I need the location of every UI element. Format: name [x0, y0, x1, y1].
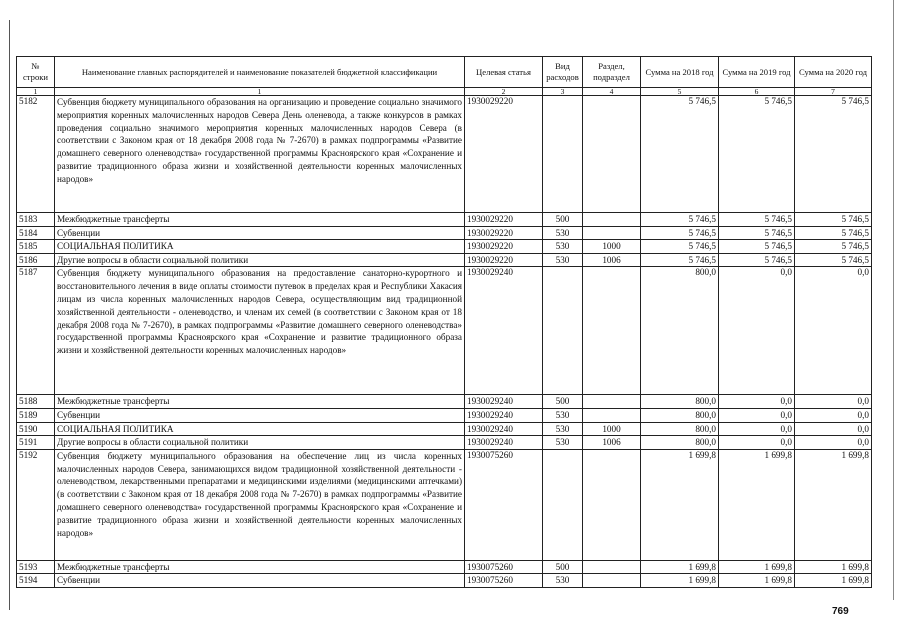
- row-target: 1930029220: [465, 213, 543, 227]
- row-sum-2020: 5 746,5: [795, 253, 872, 267]
- header-sum-2018: Сумма на 2018 год: [641, 57, 719, 88]
- row-sum-2020: 0,0: [795, 395, 872, 409]
- row-type: 530: [543, 422, 583, 436]
- column-number: 6: [719, 88, 795, 96]
- row-sum-2020: 0,0: [795, 267, 872, 395]
- row-name: Межбюджетные трансферты: [55, 395, 465, 409]
- budget-table: [16, 56, 872, 588]
- row-type: 530: [543, 436, 583, 450]
- row-number: 5193: [17, 560, 55, 574]
- row-number: 5187: [17, 267, 55, 395]
- table-row: [17, 213, 872, 227]
- row-name: Межбюджетные трансферты: [55, 560, 465, 574]
- row-sum-2018: 800,0: [641, 422, 719, 436]
- row-section: [583, 574, 641, 588]
- row-type: 500: [543, 560, 583, 574]
- row-number: 5182: [17, 96, 55, 213]
- row-sum-2019: 5 746,5: [719, 226, 795, 240]
- row-sum-2020: 1 699,8: [795, 574, 872, 588]
- row-sum-2019: 1 699,8: [719, 560, 795, 574]
- column-number: 3: [543, 88, 583, 96]
- table-row: [17, 395, 872, 409]
- row-sum-2018: 800,0: [641, 267, 719, 395]
- row-section: [583, 408, 641, 422]
- row-sum-2020: 5 746,5: [795, 96, 872, 213]
- row-sum-2020: 1 699,8: [795, 449, 872, 560]
- header-row-number: № строки: [17, 57, 55, 88]
- row-sum-2019: 0,0: [719, 267, 795, 395]
- row-type: 530: [543, 408, 583, 422]
- header-sum-2019: Сумма на 2019 год: [719, 57, 795, 88]
- table-row: [17, 226, 872, 240]
- row-name: Другие вопросы в области социальной политики: [55, 253, 465, 267]
- row-sum-2018: 1 699,8: [641, 560, 719, 574]
- table-row: [17, 96, 872, 213]
- row-sum-2020: 1 699,8: [795, 560, 872, 574]
- row-target: 1930075260: [465, 574, 543, 588]
- row-sum-2018: 5 746,5: [641, 253, 719, 267]
- row-type: 530: [543, 253, 583, 267]
- row-number: 5186: [17, 253, 55, 267]
- column-number: 1: [17, 88, 55, 96]
- column-number: 5: [641, 88, 719, 96]
- row-name: Субвенции: [55, 408, 465, 422]
- table-row: [17, 436, 872, 450]
- row-target: 1930029240: [465, 436, 543, 450]
- header-expense-type: Вид расходов: [543, 57, 583, 88]
- row-type: [543, 267, 583, 395]
- table-row: [17, 574, 872, 588]
- row-name: Субвенция бюджету муниципального образования на обеспечение лиц из числа коренных малочисленных народов Севера, занимающихся видом традиционной хозяйственной деятельности - оленеводством, лекарственными препаратами и медицинскими изделиями (медицинскими аптечками) (в соответствии с Законом края от 18 декабря 2008 года № 7-2670) в рамках подпрограммы «Развитие домашнего северного оленеводства» государственной программы Красноярского края «Сохранение и развитие традиционного образа жизни и хозяйственной деятельности коренных малочисленных народов»: [55, 449, 465, 560]
- table-row: [17, 408, 872, 422]
- row-sum-2019: 1 699,8: [719, 449, 795, 560]
- row-sum-2019: 0,0: [719, 395, 795, 409]
- row-sum-2019: 5 746,5: [719, 213, 795, 227]
- row-sum-2018: 5 746,5: [641, 240, 719, 254]
- row-sum-2020: 0,0: [795, 436, 872, 450]
- row-number: 5188: [17, 395, 55, 409]
- row-section: [583, 96, 641, 213]
- row-name: Другие вопросы в области социальной политики: [55, 436, 465, 450]
- table-row: [17, 449, 872, 560]
- row-sum-2018: 5 746,5: [641, 226, 719, 240]
- row-type: 530: [543, 226, 583, 240]
- column-number: 2: [465, 88, 543, 96]
- column-number-row: [17, 88, 872, 96]
- page-number: 769: [832, 606, 849, 617]
- row-section: [583, 267, 641, 395]
- row-target: 1930029240: [465, 267, 543, 395]
- table-row: [17, 253, 872, 267]
- row-name: СОЦИАЛЬНАЯ ПОЛИТИКА: [55, 422, 465, 436]
- row-target: 1930029220: [465, 226, 543, 240]
- row-target: 1930029220: [465, 240, 543, 254]
- row-sum-2018: 800,0: [641, 436, 719, 450]
- row-sum-2018: 800,0: [641, 408, 719, 422]
- row-section: 1000: [583, 240, 641, 254]
- header-sum-2020: Сумма на 2020 год: [795, 57, 872, 88]
- row-section: 1006: [583, 253, 641, 267]
- row-number: 5184: [17, 226, 55, 240]
- header-target-article: Целевая статья: [465, 57, 543, 88]
- row-sum-2018: 5 746,5: [641, 96, 719, 213]
- row-type: [543, 449, 583, 560]
- header-section: Раздел, подраздел: [583, 57, 641, 88]
- row-target: 1930029220: [465, 96, 543, 213]
- row-number: 5189: [17, 408, 55, 422]
- row-section: [583, 449, 641, 560]
- row-target: 1930029240: [465, 422, 543, 436]
- column-number: 4: [583, 88, 641, 96]
- row-sum-2019: 0,0: [719, 436, 795, 450]
- row-type: [543, 96, 583, 213]
- table-header-row: [17, 57, 872, 88]
- column-number: 1: [55, 88, 465, 96]
- row-sum-2019: 0,0: [719, 408, 795, 422]
- row-number: 5191: [17, 436, 55, 450]
- row-sum-2020: 5 746,5: [795, 226, 872, 240]
- row-sum-2018: 1 699,8: [641, 574, 719, 588]
- row-target: 1930075260: [465, 560, 543, 574]
- row-section: 1000: [583, 422, 641, 436]
- row-number: 5183: [17, 213, 55, 227]
- row-section: 1006: [583, 436, 641, 450]
- row-number: 5185: [17, 240, 55, 254]
- scan-right-edge: [893, 0, 894, 600]
- row-name: Субвенции: [55, 226, 465, 240]
- table-row: [17, 267, 872, 395]
- row-name: Субвенции: [55, 574, 465, 588]
- row-name: СОЦИАЛЬНАЯ ПОЛИТИКА: [55, 240, 465, 254]
- row-sum-2019: 5 746,5: [719, 253, 795, 267]
- row-target: 1930029240: [465, 395, 543, 409]
- column-number: 7: [795, 88, 872, 96]
- scan-left-edge: [9, 20, 10, 610]
- row-type: 530: [543, 240, 583, 254]
- table-row: [17, 422, 872, 436]
- row-type: 500: [543, 395, 583, 409]
- row-target: 1930029220: [465, 253, 543, 267]
- row-target: 1930075260: [465, 449, 543, 560]
- row-sum-2019: 0,0: [719, 422, 795, 436]
- row-name: Субвенция бюджету муниципального образования на предоставление санаторно-курортного и восстановительного лечения в виде оплаты стоимости путевок в пределах края и Республики Хакасия лицам из числа коренных малочисленных народов Севера, осуществляющим вид традиционной хозяйственной деятельности - оленеводство, и членам их семей (в соответствии с Законом края от 18 декабря 2008 года № 7-2670), в рамках подпрограммы «Развитие домашнего северного оленеводства» государственной программы Красноярского края «Сохранение и развитие традиционного образа жизни и хозяйственной деятельности коренных малочисленных народов»: [55, 267, 465, 395]
- row-section: [583, 213, 641, 227]
- row-name: Межбюджетные трансферты: [55, 213, 465, 227]
- row-number: 5192: [17, 449, 55, 560]
- table-row: [17, 560, 872, 574]
- row-sum-2019: 5 746,5: [719, 240, 795, 254]
- row-section: [583, 395, 641, 409]
- row-sum-2020: 5 746,5: [795, 213, 872, 227]
- header-name: Наименование главных распорядителей и наименование показателей бюджетной классификации: [55, 57, 465, 88]
- row-type: 500: [543, 213, 583, 227]
- row-section: [583, 226, 641, 240]
- row-sum-2018: 800,0: [641, 395, 719, 409]
- row-sum-2019: 5 746,5: [719, 96, 795, 213]
- row-target: 1930029240: [465, 408, 543, 422]
- row-name: Субвенция бюджету муниципального образования на организацию и проведение социально значимого мероприятия коренных малочисленных народов Севера День оленевода, а также конкурсов в рамках проведения социально значимого мероприятия коренных малочисленных народов Севера (в соответствии с Законом края от 18 декабря 2008 года № 7-2670) в рамках подпрограммы «Развитие домашнего северного оленеводства» государственной программы Красноярского края «Сохранение и развитие традиционного образа жизни и хозяйственной деятельности коренных малочисленных народов»: [55, 96, 465, 213]
- row-section: [583, 560, 641, 574]
- row-number: 5190: [17, 422, 55, 436]
- table-row: [17, 240, 872, 254]
- row-number: 5194: [17, 574, 55, 588]
- row-sum-2018: 5 746,5: [641, 213, 719, 227]
- row-sum-2020: 0,0: [795, 408, 872, 422]
- row-type: 530: [543, 574, 583, 588]
- row-sum-2020: 5 746,5: [795, 240, 872, 254]
- row-sum-2018: 1 699,8: [641, 449, 719, 560]
- row-sum-2020: 0,0: [795, 422, 872, 436]
- row-sum-2019: 1 699,8: [719, 574, 795, 588]
